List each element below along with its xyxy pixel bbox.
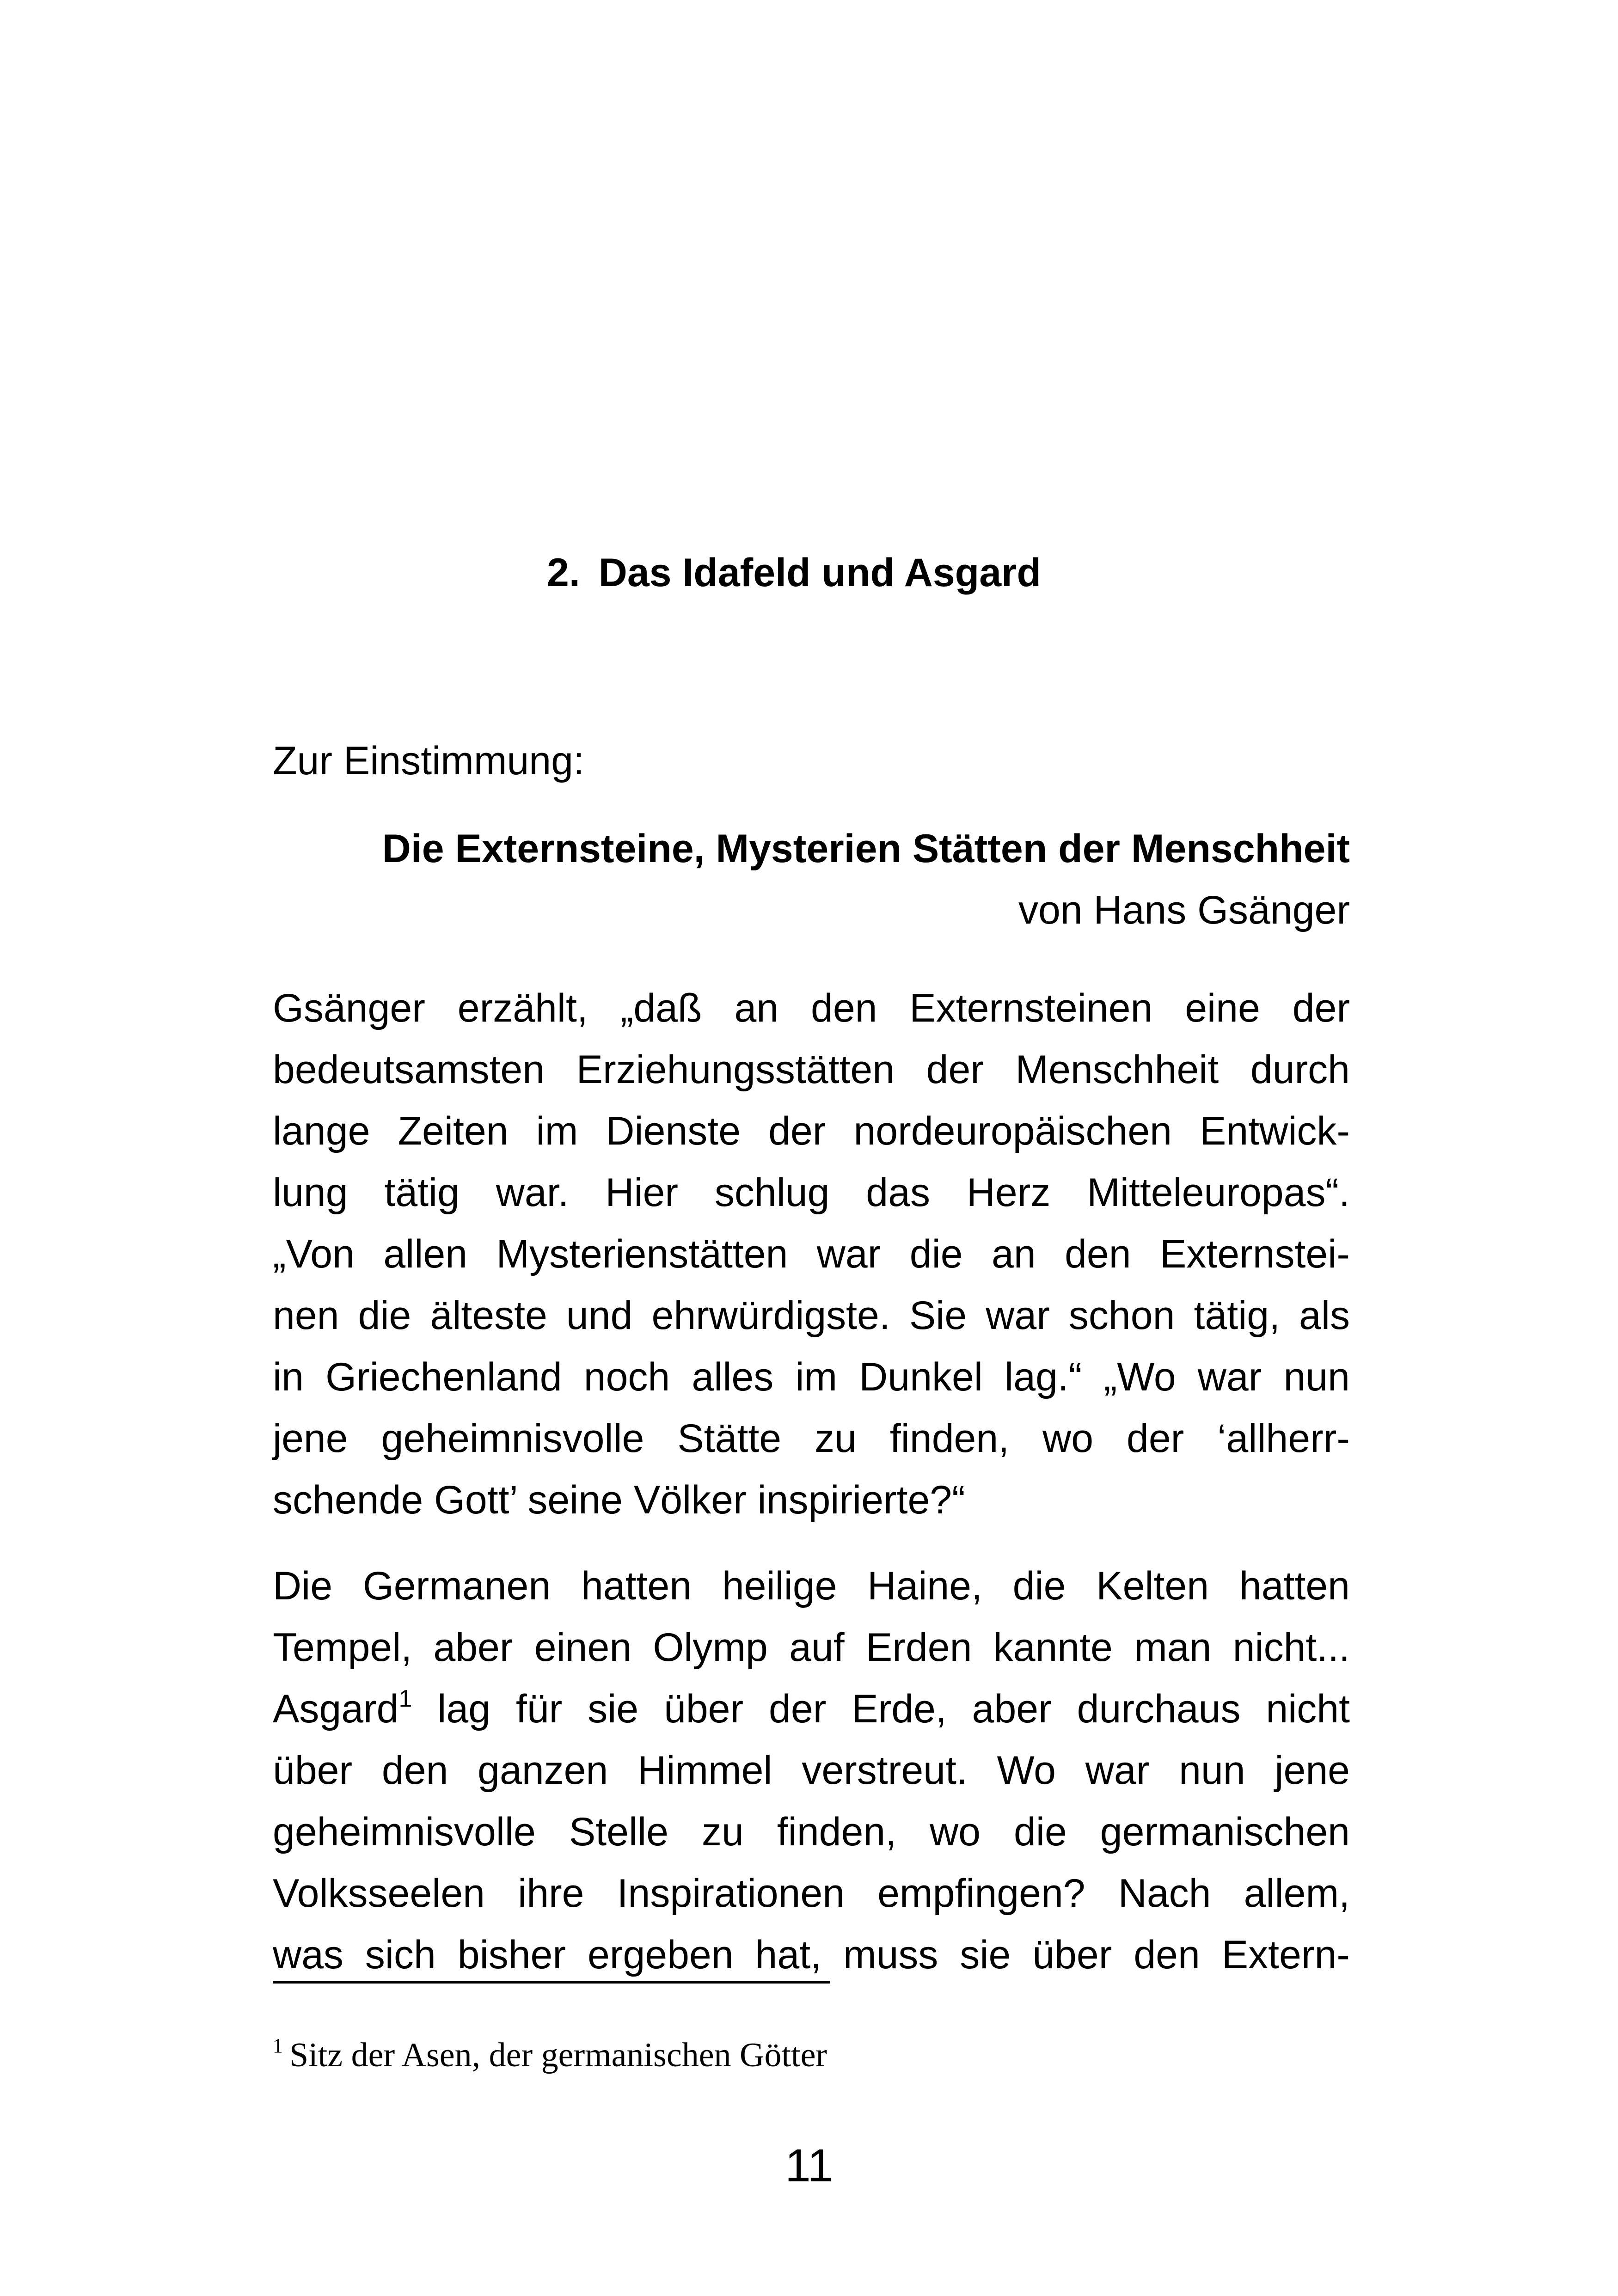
text-line: bedeutsamsten Erziehungsstätten der Menschheit durch [273,1047,1350,1092]
text-line: geheimnisvolle Stelle zu finden, wo die germanischen [273,1810,1350,1854]
text-line: „Von allen Mysterienstätten war die an den Externstei- [273,1232,1350,1276]
paragraph-quote [273,978,1350,1531]
text-line: über den ganzen Himmel verstreut. Wo war nun jene [273,1748,1350,1793]
footnote-text: Sitz der Asen, der germanischen Götter [289,2036,827,2074]
text-line: lange Zeiten im Dienste der nordeuropäischen Entwick- [273,1109,1350,1153]
text-line: Tempel, aber einen Olymp auf Erden kannte man nicht... [273,1625,1350,1670]
footnote [273,2035,827,2076]
text-line: in Griechenland noch alles im Dunkel lag.“ „Wo war nun [273,1355,1350,1399]
paragraph-body [273,1555,1350,1986]
text-line: was sich bisher ergeben hat, muss sie über den Extern- [273,1933,1350,1977]
page-number: 11 [785,2140,833,2192]
text-line: schende Gott’ seine Völker inspirierte?“ [273,1478,965,1522]
text-fragment: Asgard [273,1687,399,1731]
chapter-heading [547,549,1041,597]
text-line: lung tätig war. Hier schlug das Herz Mitteleuropas“. [273,1170,1350,1215]
text-line: jene geheimnisvolle Stätte zu finden, wo der ‘allherr- [273,1416,1350,1461]
text-line: Die Germanen hatten heilige Haine, die Kelten hatten [273,1564,1350,1608]
chapter-number: 2. [547,551,580,595]
text-fragment: lag für sie über der Erde, aber durchaus nicht [412,1687,1350,1731]
text-line-with-footnote [273,1678,1350,1740]
footnote-marker: 1 [273,2034,283,2057]
book-author: von Hans Gsänger [1018,888,1350,932]
footnote-reference: 1 [398,1685,412,1712]
book-title: Die Externsteine, Mysterien Stätten der Menschheit [382,827,1350,871]
text-line: Gsänger erzählt, „daß an den Externsteinen eine der [273,986,1350,1030]
chapter-title-text: Das Idafeld und Asgard [598,551,1042,595]
text-line: Volksseelen ihre Inspirationen empfingen? Nach allem, [273,1871,1350,1916]
text-line: nen die älteste und ehrwürdigste. Sie war schon tätig, als [273,1293,1350,1338]
intro-label: Zur Einstimmung: [273,739,584,783]
footnote-separator [273,1981,830,1984]
